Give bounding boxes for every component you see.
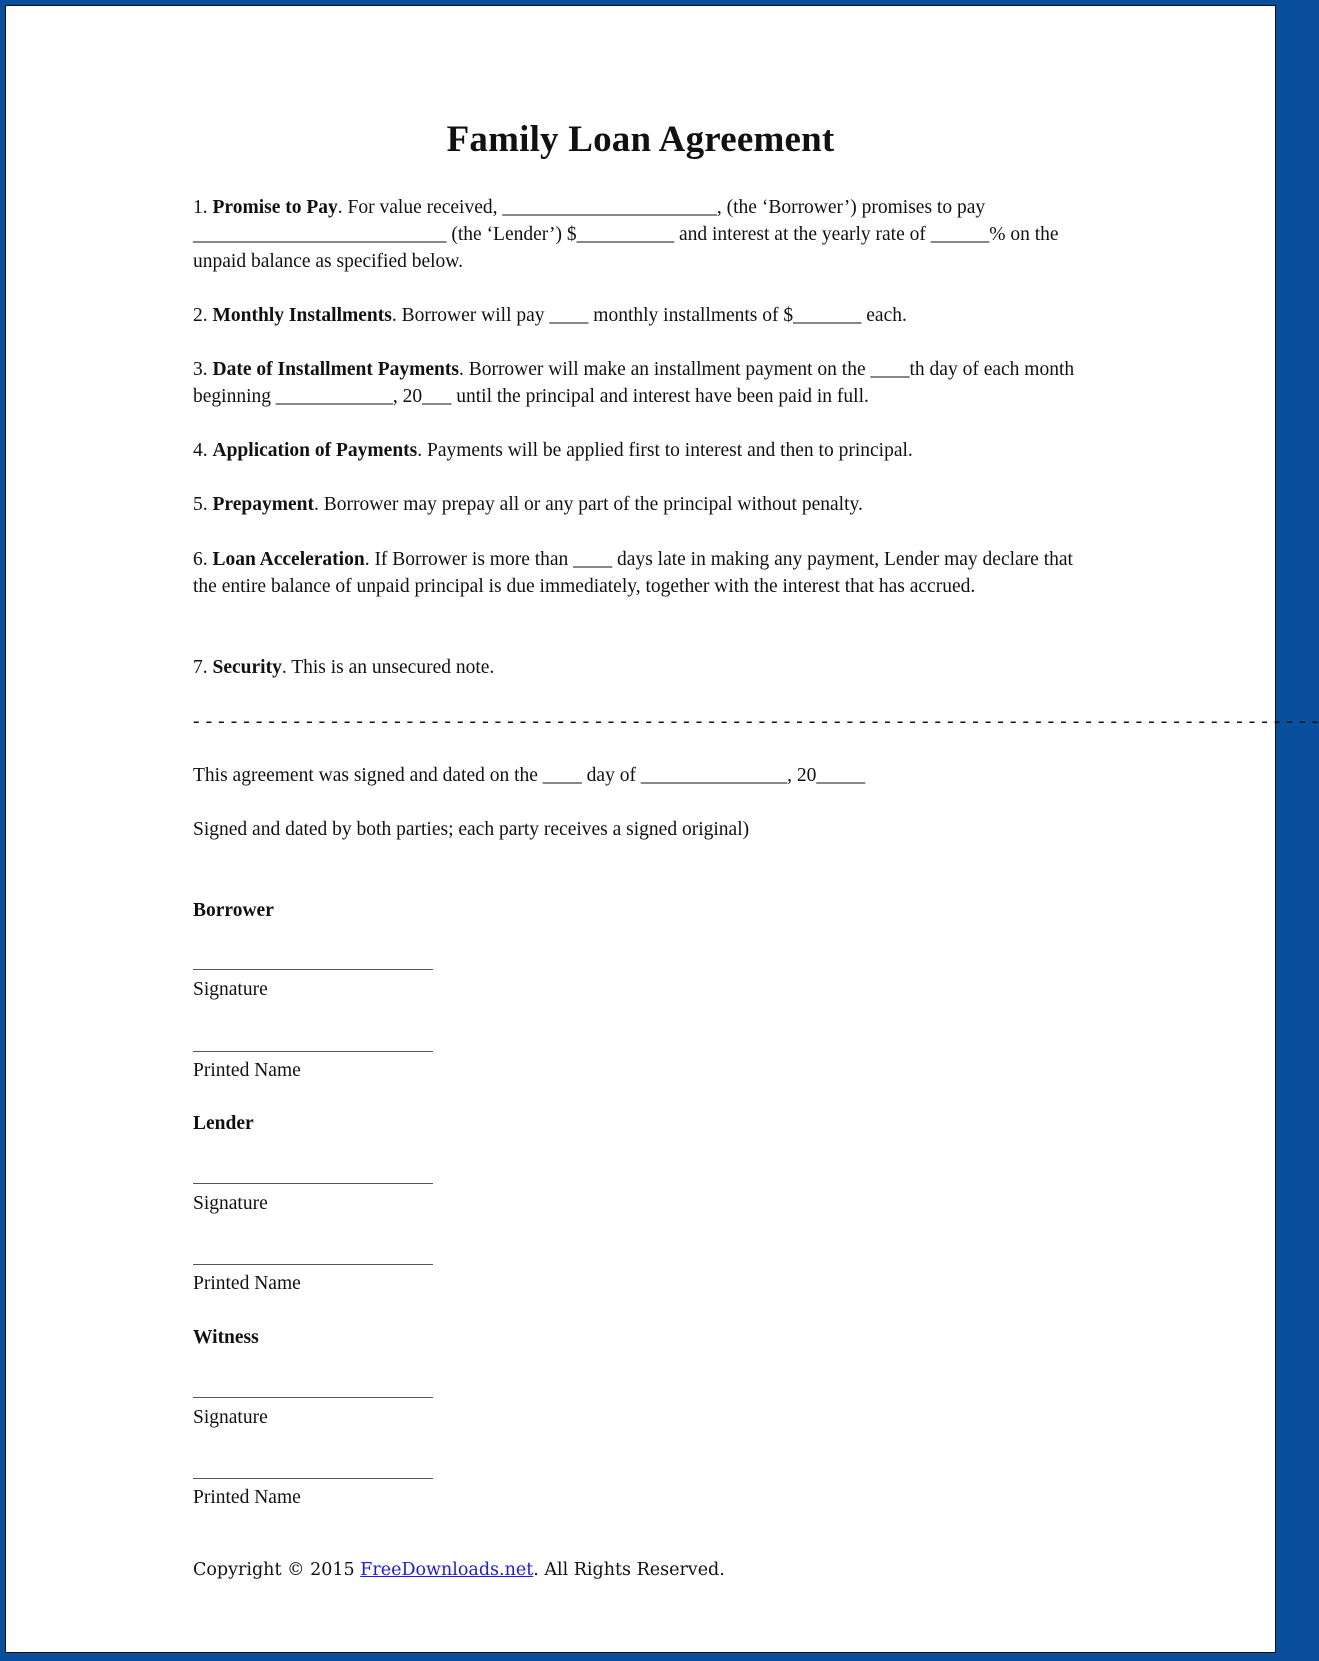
clause-security (193, 654, 1093, 681)
witness-printed-name-label: Printed Name (193, 1487, 301, 1508)
borrower-heading: Borrower (193, 900, 274, 921)
signed-date-line: This agreement was signed and dated on the ____ day of _______________, 20_____ (193, 765, 866, 786)
clause-heading: Prepayment (212, 494, 314, 515)
clause-heading: Security (212, 657, 282, 678)
witness-printed-name-line[interactable] (193, 1478, 433, 1479)
witness-signature-label: Signature (193, 1407, 268, 1428)
lender-signature-line[interactable] (193, 1183, 433, 1184)
clause-text: . This is an unsecured note. (281, 657, 495, 678)
signed-note: Signed and dated by both parties; each party receives a signed original) (193, 819, 750, 840)
clause-text: . If Borrower is more than ____ days late in making any payment, Lender may declare that the entire balance of unpaid principal is due immediately, together with the interest that has accrued. (193, 549, 1073, 597)
clause-text: . Payments will be applied first to interest and then to principal. (417, 440, 913, 461)
clause-text: . Borrower may prepay all or any part of the principal without penalty. (313, 494, 863, 515)
borrower-signature-line[interactable] (193, 969, 433, 970)
clause-number: 6. (193, 549, 208, 570)
lender-signature-label: Signature (193, 1193, 268, 1214)
borrower-printed-name-label: Printed Name (193, 1060, 301, 1081)
clause-promise-to-pay (193, 194, 1093, 275)
freedownloads-link[interactable]: FreeDownloads.net (360, 1560, 534, 1580)
clause-heading: Loan Acceleration (212, 549, 365, 570)
clause-loan-acceleration (193, 546, 1093, 600)
clause-heading: Date of Installment Payments (212, 359, 459, 380)
clause-heading: Application of Payments (212, 440, 418, 461)
copyright-suffix: . All Rights Reserved. (533, 1560, 725, 1580)
dashed-separator: - - - - - - - - - - - - - - - - - - - - - - - - - - - - - - - - - - - - - - - - - - - - - - - - - - - - - - - - - - - - - - - - - - - - - - - - - - - - - - - - - - - - - - - - - - (193, 711, 1319, 732)
clause-prepayment (193, 491, 1093, 518)
copyright-footer (193, 1557, 725, 1584)
clause-number: 2. (193, 305, 208, 326)
clause-monthly-installments (193, 302, 1093, 329)
lender-heading: Lender (193, 1113, 254, 1134)
clause-number: 7. (193, 657, 208, 678)
clause-heading: Promise to Pay (212, 197, 338, 218)
clause-number: 1. (193, 197, 208, 218)
witness-heading: Witness (193, 1327, 259, 1348)
copyright-prefix: Copyright © 2015 (193, 1560, 361, 1580)
clause-heading: Monthly Installments (212, 305, 392, 326)
clause-number: 4. (193, 440, 208, 461)
clause-date-of-installment-payments (193, 356, 1093, 410)
clause-text: . Borrower will make an installment payment on the ____th day of each month beginning ____________, 20___ until the principal and interest have been paid in full. (193, 359, 1075, 407)
witness-signature-line[interactable] (193, 1397, 433, 1398)
document-title: Family Loan Agreement (446, 119, 835, 160)
document-page (5, 5, 1319, 1653)
lender-printed-name-line[interactable] (193, 1264, 433, 1265)
clause-number: 5. (193, 494, 208, 515)
clause-text: . For value received, ______________________, (the ‘Borrower’) promises to pay __________________________ (the ‘Lender’) $__________ and interest at the yearly rate of ______% on the unpaid balance as specified below. (193, 197, 1059, 272)
borrower-printed-name-line[interactable] (193, 1051, 433, 1052)
clause-number: 3. (193, 359, 208, 380)
clause-application-of-payments (193, 437, 1093, 464)
borrower-signature-label: Signature (193, 979, 268, 1000)
clause-text: . Borrower will pay ____ monthly installments of $_______ each. (391, 305, 907, 326)
lender-printed-name-label: Printed Name (193, 1273, 301, 1294)
